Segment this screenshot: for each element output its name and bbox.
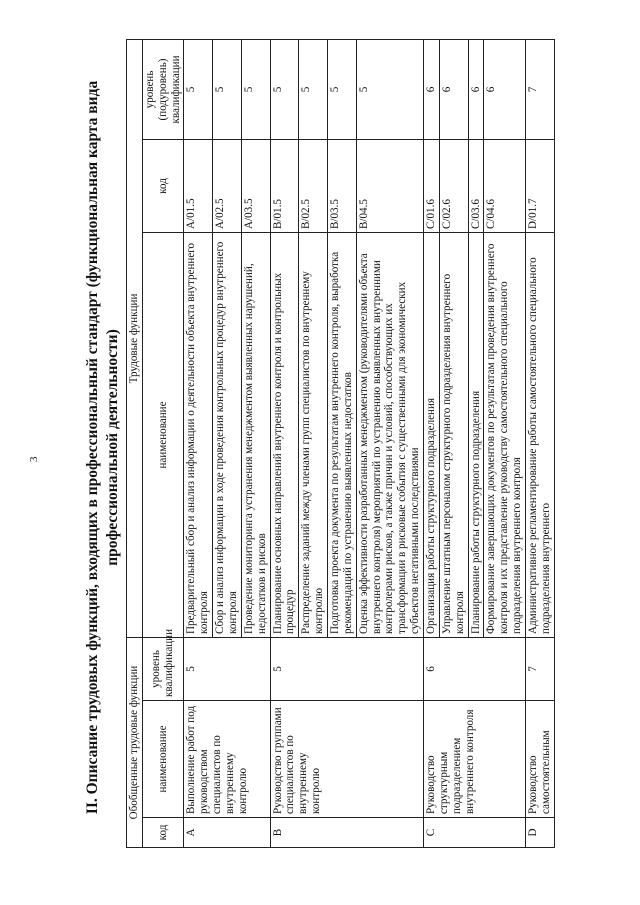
section-title-line-1: II. Описание трудовых функций, входящих в профессиональный стандарт (функциональная карта вида xyxy=(84,80,101,815)
labor-function-level: 6 xyxy=(439,39,468,139)
generalized-function-level: 5 xyxy=(270,637,423,700)
labor-function-level: 6 xyxy=(424,39,440,139)
page-number: 3 xyxy=(28,456,40,462)
labor-function-level: 5 xyxy=(241,39,270,139)
group-header-row xyxy=(127,39,143,847)
labor-function-name: Предварительный сбор и анализ информации о деятельности объекта внутреннего контроля xyxy=(184,232,213,637)
labor-function-name: Оценка эффективности разработанных менеджментом (руководителями объекта внутреннего контроля) мероприятий по устранению выявленных внутренними контролерами рисков, а также причин и условий, способствующих их трансформации в рисковые события с существенными для экономических субъектов негативными последствиями xyxy=(356,232,423,637)
generalized-functions-header: Обобщенные трудовые функции xyxy=(127,637,143,847)
functional-map-table xyxy=(126,39,555,848)
labor-function-code: C/04.6 xyxy=(484,139,526,232)
labor-function-level: 5 xyxy=(213,39,242,139)
labor-function-level: 5 xyxy=(270,39,299,139)
labor-function-name: Планирование основных направлений внутреннего контроля и контрольных процедур xyxy=(270,232,299,637)
generalized-function-level: 5 xyxy=(184,637,270,700)
labor-function-name: Формирование завершающих документов по результатам проведения внутреннего контроля и их представление руководству самостоятельного специального подразделения внутреннего контроля xyxy=(484,232,526,637)
column-header-row xyxy=(142,39,184,847)
labor-function-level: 6 xyxy=(468,39,484,139)
labor-function-code: A/02.5 xyxy=(213,139,242,232)
generalized-function-code: B xyxy=(270,818,423,848)
labor-function-name: Распределение заданий между членами групп специалистов по внутреннему контролю xyxy=(299,232,328,637)
generalized-function-name: Выполнение работ под руководством специалистов по внутреннему контролю xyxy=(184,701,270,818)
col-level-header: уровень квалификации xyxy=(142,637,184,700)
col-tf-name-header: наименование xyxy=(142,232,184,637)
table-row xyxy=(270,39,299,847)
labor-function-level: 6 xyxy=(484,39,526,139)
labor-function-level: 7 xyxy=(526,39,555,139)
labor-function-code: C/01.6 xyxy=(424,139,440,232)
labor-function-code: C/02.6 xyxy=(439,139,468,232)
generalized-function-level: 6 xyxy=(424,637,526,700)
table-row xyxy=(526,39,555,847)
labor-function-code: B/01.5 xyxy=(270,139,299,232)
labor-function-code: A/01.5 xyxy=(184,139,213,232)
generalized-function-code: D xyxy=(526,818,555,848)
generalized-function-name: Руководство структурным подразделением внутреннего контроля xyxy=(424,701,526,818)
labor-function-code: B/04.5 xyxy=(356,139,423,232)
labor-functions-header: Трудовые функции xyxy=(127,39,143,637)
labor-function-level: 5 xyxy=(328,39,357,139)
labor-function-level: 5 xyxy=(184,39,213,139)
labor-function-code: B/03.5 xyxy=(328,139,357,232)
col-name-header: наименование xyxy=(142,701,184,818)
labor-function-name: Подготовка проекта документа по результатам внутреннего контроля, выработка рекомендаций по устранению выявленных недостатков xyxy=(328,232,357,637)
labor-function-name: Планирование работы структурного подразделения xyxy=(468,232,484,637)
col-tf-level-header: уровень (подуровень) квалификации xyxy=(142,39,184,139)
labor-function-level: 5 xyxy=(299,39,328,139)
generalized-function-level: 7 xyxy=(526,637,555,700)
labor-function-code: C/03.6 xyxy=(468,139,484,232)
generalized-function-name: Руководство самостоятельным xyxy=(526,701,555,818)
generalized-function-code: A xyxy=(184,818,270,848)
labor-function-code: D/01.7 xyxy=(526,139,555,232)
generalized-function-name: Руководство группами специалистов по внутреннему контролю xyxy=(270,701,423,818)
labor-function-level: 5 xyxy=(356,39,423,139)
col-code-header: код xyxy=(142,818,184,848)
labor-function-name: Административное регламентирование работы самостоятельного специального подразделения внутреннего xyxy=(526,232,555,637)
labor-function-name: Сбор и анализ информации в ходе проведения контрольных процедур внутреннего контроля xyxy=(213,232,242,637)
table-body xyxy=(184,39,554,847)
labor-function-name: Организация работы структурного подразделения xyxy=(424,232,440,637)
generalized-function-code: C xyxy=(424,818,526,848)
labor-function-code: A/03.5 xyxy=(241,139,270,232)
section-title-line-2: профессиональной деятельности) xyxy=(104,329,121,566)
table-row xyxy=(424,39,440,847)
labor-function-name: Проведение мониторинга устранения менеджментом выявленных нарушений, недостатков и рисков xyxy=(241,232,270,637)
labor-function-code: B/02.5 xyxy=(299,139,328,232)
col-tf-code-header: код xyxy=(142,139,184,232)
labor-function-name: Управление штатным персоналом структурного подразделения внутреннего контроля xyxy=(439,232,468,637)
table-row xyxy=(184,39,213,847)
